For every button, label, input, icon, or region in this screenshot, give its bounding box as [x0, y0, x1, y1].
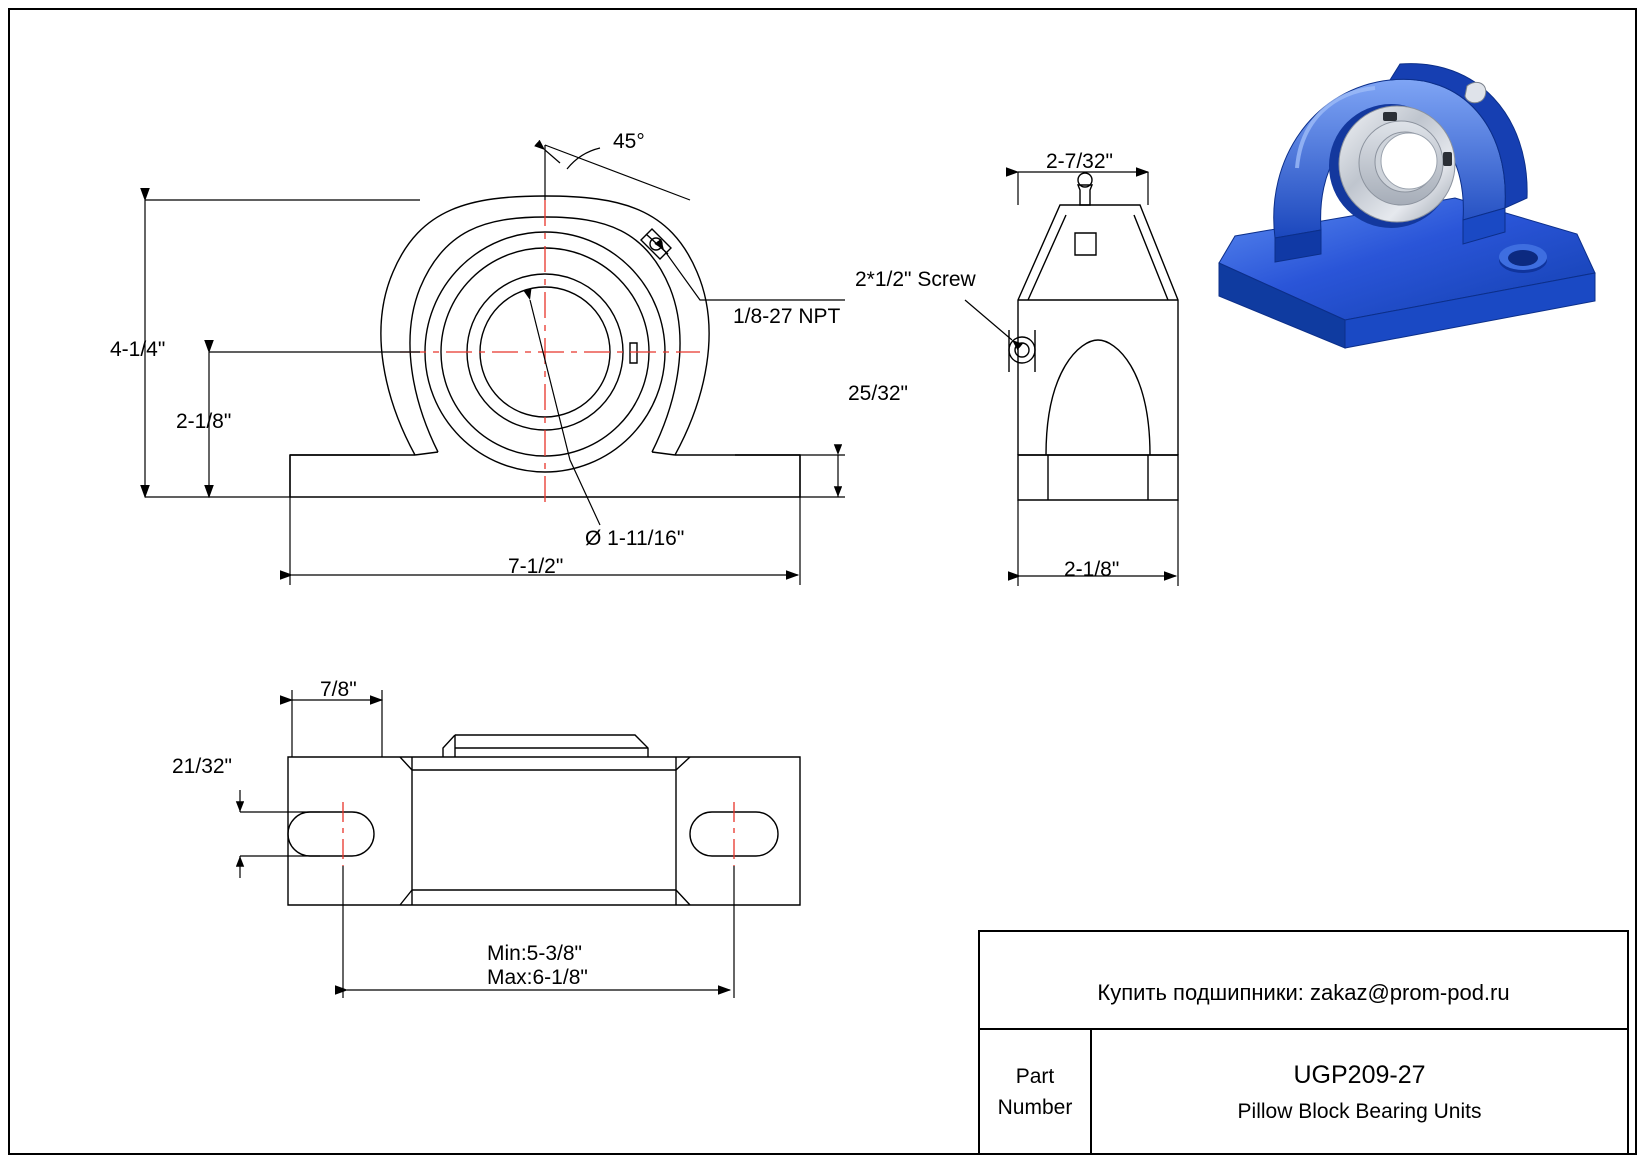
- pillow-block-3d-render: [1205, 48, 1605, 348]
- top-view-geometry: [288, 735, 800, 905]
- part-label-line1: Part: [1015, 1065, 1055, 1089]
- note-npt-label: 1/8-27 NPT: [733, 305, 841, 328]
- top-view-dimensions: [232, 690, 734, 998]
- dim-bolt-min-label: Min:5-3/8": [487, 942, 582, 965]
- note-screw-label: 2*1/2" Screw: [855, 268, 976, 291]
- part-label-line2: Number: [997, 1095, 1073, 1119]
- side-view-geometry: [1009, 173, 1178, 500]
- dim-base-thickness-label: 25/32": [848, 382, 909, 405]
- angle-grease-fitting-label: 45°: [613, 130, 645, 153]
- part-number-label: [980, 1030, 1092, 1155]
- dim-side-top-width-label: 2-7/32": [1046, 150, 1113, 173]
- dim-overall-height-label: 4-1/4": [110, 338, 166, 361]
- contact-email-text: Купить подшипники: zakaz@prom-pod.ru: [1097, 980, 1510, 1005]
- side-view-dimensions: [965, 172, 1178, 586]
- part-description-value: Pillow Block Bearing Units: [1237, 1100, 1482, 1123]
- part-values: [1092, 1030, 1627, 1155]
- dim-bolt-max-label: Max:6-1/8": [487, 966, 588, 989]
- part-row: [980, 1030, 1627, 1155]
- dim-slot-width-label: 7/8": [320, 678, 357, 701]
- dim-slot-offset-label: 21/32": [172, 755, 233, 778]
- dim-center-height-label: 2-1/8": [176, 410, 232, 433]
- dim-side-base-width-label: 2-1/8": [1064, 558, 1120, 581]
- dim-bore-label: Ø 1-11/16": [585, 527, 685, 550]
- front-view-dimensions: [145, 145, 845, 585]
- part-number-value: UGP209-27: [1293, 1061, 1426, 1089]
- title-block: [978, 930, 1629, 1155]
- dim-overall-length-label: 7-1/2": [508, 555, 564, 578]
- contact-row: [980, 932, 1627, 1030]
- front-view-centerlines: [400, 200, 700, 505]
